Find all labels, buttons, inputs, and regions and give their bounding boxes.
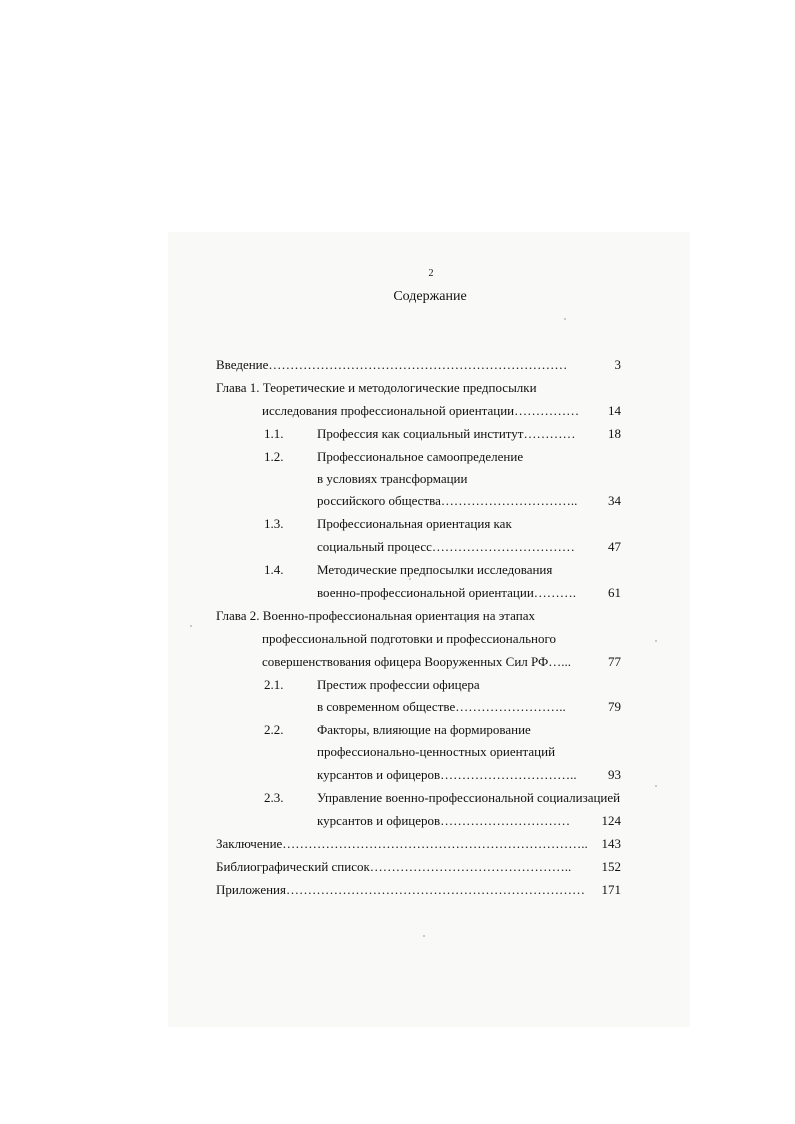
toc-section-number: 2.1. — [264, 677, 284, 692]
toc-entry-text: в условиях трансформации — [317, 471, 468, 486]
toc-page-number: 3 — [614, 357, 621, 372]
toc-page-number: 34 — [608, 493, 621, 508]
scan-speck — [564, 318, 566, 320]
toc-entry-text: профессионально-ценностных ориентаций — [317, 744, 556, 759]
toc-entry-text: военно-профессиональной ориентации………. — [317, 585, 577, 600]
toc-entry-text: профессиональной подготовки и профессионального — [262, 631, 556, 646]
toc-entry-text: Профессиональная ориентация как — [317, 516, 512, 531]
toc-page-number: 14 — [608, 403, 621, 418]
toc-entry-text: Глава 1. Теоретические и методологические предпосылки — [216, 380, 537, 395]
page-title: Содержание — [393, 289, 467, 304]
toc-page-number: 124 — [601, 813, 621, 828]
toc-entry-text: курсантов и офицеров………………………….. — [317, 767, 577, 782]
toc-entry-text: исследования профессиональной ориентации…………… — [262, 403, 580, 418]
toc-entry-text: социальный процесс…………………………… — [317, 539, 575, 554]
scan-speck — [423, 935, 425, 937]
toc-entry-text: Глава 2. Военно-профессиональная ориентация на этапах — [216, 608, 535, 623]
toc-entry-text: совершенствования офицера Вооруженных Сил РФ…... — [262, 654, 572, 669]
toc-section-number: 1.2. — [264, 449, 284, 464]
toc-page-number: 79 — [608, 699, 621, 714]
toc-entry-text: Факторы, влияющие на формирование — [317, 722, 531, 737]
scan-speck — [655, 785, 657, 787]
toc-entry-text: Управление военно-профессиональной социализацией — [317, 790, 621, 805]
toc-entry-text: в современном обществе…………………….. — [317, 699, 566, 714]
toc-page-number: 77 — [608, 654, 621, 669]
toc-entry-text: курсантов и офицеров………………………… — [317, 813, 571, 828]
toc-entry-text: Методические предпосылки исследования — [317, 562, 553, 577]
page-number: 2 — [428, 268, 434, 279]
toc-page-number: 61 — [608, 585, 621, 600]
toc-page-number: 171 — [601, 882, 621, 897]
toc-entry-text: российского общества………………………….. — [317, 493, 578, 508]
toc-section-number: 1.1. — [264, 426, 284, 441]
scan-speck — [655, 640, 657, 642]
toc-section-number: 2.3. — [264, 790, 284, 805]
toc-page-number: 143 — [601, 836, 621, 851]
toc-entry-text: Заключение…………………………………………………………….. — [216, 836, 588, 851]
toc-section-number: 2.2. — [264, 722, 284, 737]
toc-entry-text: Введение…………………………………………………………… — [216, 357, 568, 372]
toc-page-number: 152 — [601, 859, 621, 874]
toc-section-number: 1.4. — [264, 562, 284, 577]
toc-page-number: 93 — [608, 767, 621, 782]
toc-page-number: 47 — [608, 539, 621, 554]
toc-entry-text: Престиж профессии офицера — [317, 677, 480, 692]
scan-speck — [190, 625, 192, 627]
toc-section-number: 1.3. — [264, 516, 284, 531]
toc-entry-text: Профессия как социальный институт………… — [317, 426, 576, 441]
toc-entry-text: Библиографический список……………………………………….. — [216, 859, 572, 874]
toc-entry-text: Профессиональное самоопределение — [317, 449, 524, 464]
scanned-page-area — [168, 232, 690, 1027]
toc-entry-text: Приложения…………………………………………………………… — [216, 882, 585, 897]
scan-speck — [409, 578, 411, 580]
toc-page-number: 18 — [608, 426, 621, 441]
